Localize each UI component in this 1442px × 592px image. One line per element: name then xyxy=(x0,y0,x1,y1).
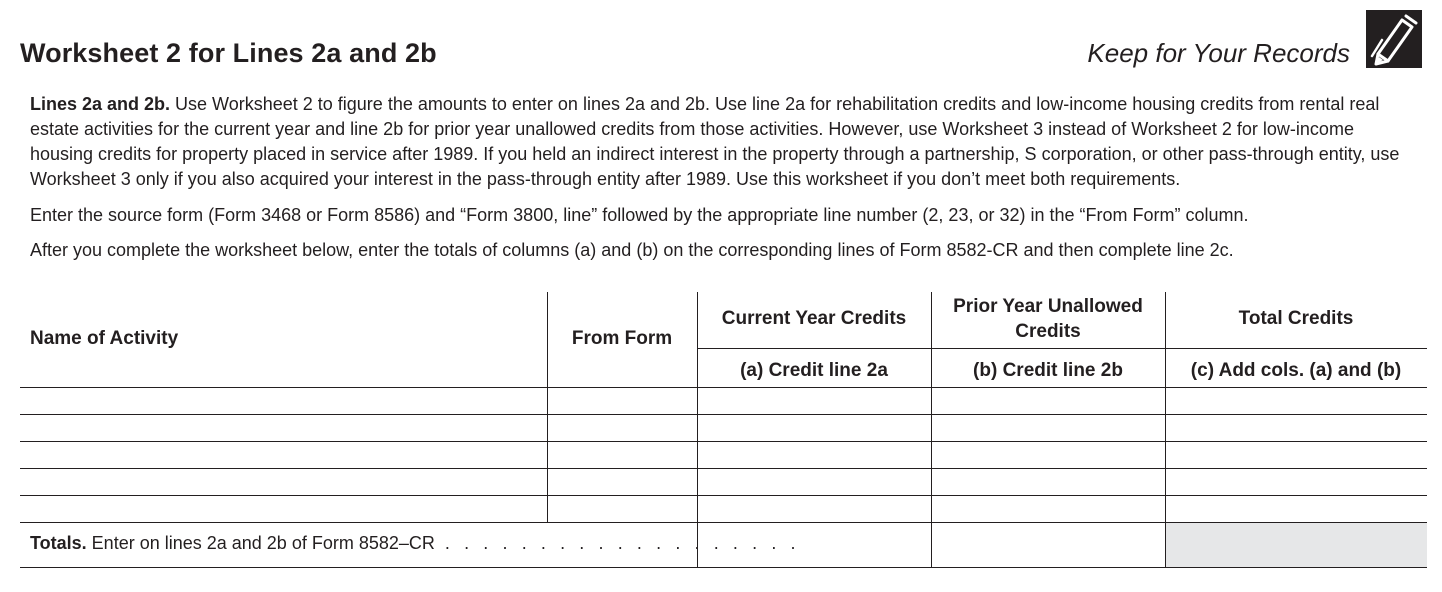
header-prior-year-credits: Prior Year Unallowed Credits xyxy=(953,296,1143,342)
header-bottom-line xyxy=(20,387,1427,388)
instructions xyxy=(30,92,1410,263)
totals-leader-dots: . . . . . . . . . . . . . . . . . . . xyxy=(444,533,801,553)
totals-text: Enter on lines 2a and 2b of Form 8582–CR xyxy=(86,533,435,553)
table-bottom-line xyxy=(20,567,1427,568)
instruction-paragraph-3: After you complete the worksheet below, enter the totals of columns (a) and (b) on the corresponding lines of Form 8582-CR and then complete line 2c. xyxy=(30,240,1234,260)
subheader-a: (a) Credit line 2a xyxy=(740,360,888,381)
row-line xyxy=(20,441,1427,442)
row-line xyxy=(20,495,1427,496)
keep-records-label: Keep for Your Records xyxy=(1087,38,1350,68)
totals-row-label xyxy=(30,533,800,554)
header-subdivider xyxy=(697,348,1427,349)
col-divider-from xyxy=(697,292,698,568)
header-name-of-activity: Name of Activity xyxy=(30,328,179,349)
header-total-credits: Total Credits xyxy=(1238,308,1354,329)
instruction-paragraph-2: Enter the source form (Form 3468 or Form 8586) and “Form 3800, line” followed by the appropriate line number (2, 23, or 32) in the “From Form” column. xyxy=(30,205,1249,225)
totals-lead: Totals. xyxy=(30,533,87,553)
header-from-form: From Form xyxy=(571,328,673,349)
subheader-b: (b) Credit line 2b xyxy=(973,360,1123,381)
pencil-icon xyxy=(1366,10,1422,68)
col-divider-current xyxy=(931,292,932,568)
row-line xyxy=(20,468,1427,469)
lines-lead: Lines 2a and 2b. xyxy=(30,94,171,114)
row-line xyxy=(20,414,1427,415)
worksheet-title: Worksheet 2 for Lines 2a and 2b xyxy=(20,38,437,68)
lines-text: Use Worksheet 2 to figure the amounts to enter on lines 2a and 2b. Use line 2a for rehabilitation credits and low-income housing credits from rental real estate activities for the current year and line 2b for prior year unallowed credits from those activities. However, use Worksheet 3 instead of Worksheet 2 for low-income housing credits for property placed in service after 1989. If you held an indirect interest in the property through a partnership, S corporation, or other pass-through entity, use Worksheet 3 only if you also acquired your interest in the pass-through entity after 1989. Use this worksheet if you don’t meet both requirements. xyxy=(30,94,1400,189)
header-current-year-credits: Current Year Credits xyxy=(721,308,907,329)
instruction-paragraph-1 xyxy=(30,92,1410,192)
subheader-c: (c) Add cols. (a) and (b) xyxy=(1190,360,1402,381)
totals-shaded-cell xyxy=(1166,523,1427,567)
